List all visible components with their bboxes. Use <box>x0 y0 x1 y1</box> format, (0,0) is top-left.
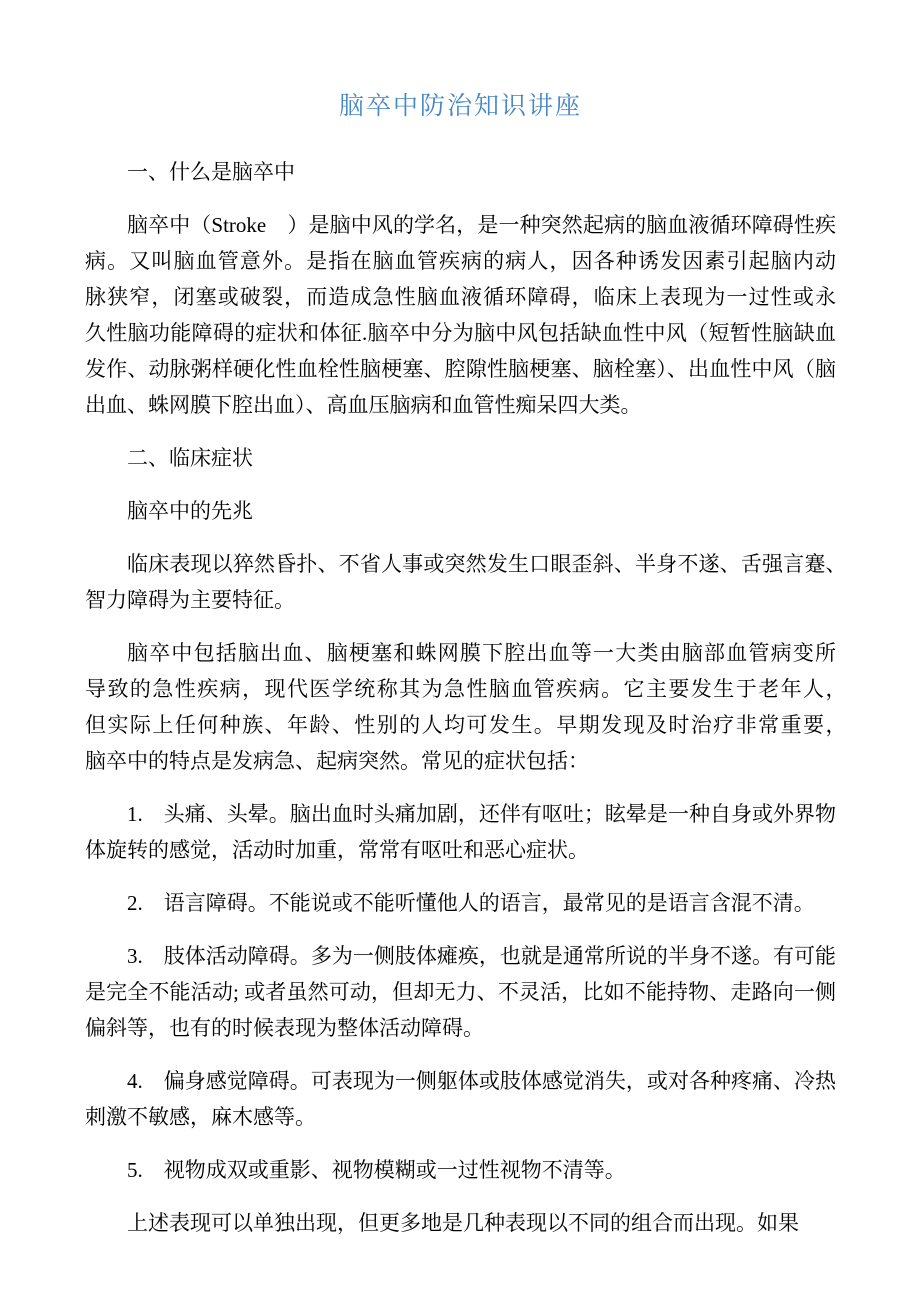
list-item-1-headache: 1. 头痛、头晕。脑出血时头痛加剧，还伴有呕吐；眩晕是一种自身或外界物体旋转的感觉，活动时加重，常常有呕吐和恶心症状。 <box>85 802 836 862</box>
section-heading-clinical-symptoms: 二、临床症状 <box>127 446 253 470</box>
paragraph-closing: 上述表现可以单独出现，但更多地是几种表现以不同的组合而出现。如果 <box>127 1211 799 1235</box>
document-title: 脑卒中防治知识讲座 <box>338 93 582 120</box>
paragraph-stroke-definition: 脑卒中（Stroke ）是脑中风的学名，是一种突然起病的脑血液循环障碍性疾 病。又叫脑血管意外。是指在脑血管疾病的病人，因各种诱发因素引起脑内动 脉狭窄，闭塞或破裂，而造成急性脑血液循环障碍，临床上表现为一过性或永 久性脑功能障碍的症状和体征.脑卒中分为脑中风包括缺血性中风（短暂性脑缺血发作、动脉粥样硬化性血栓性脑梗塞、腔隙性脑梗塞、脑栓塞）、出血性中风（脑出血、蛛网膜下腔出血）、高血压脑病和血管性痴呆四大类。 <box>85 213 857 417</box>
subheading-stroke-precursor: 脑卒中的先兆 <box>127 499 253 523</box>
list-item-5-vision-problems: 5. 视物成双或重影、视物模糊或一过性视物不清等。 <box>127 1158 626 1182</box>
list-item-2-language-disorder: 2. 语言障碍。不能说或不能听懂他人的语言，最常见的是语言含混不清。 <box>127 891 815 915</box>
list-item-3-limb-movement-disorder: 3. 肢体活动障碍。多为一侧肢体瘫痪，也就是通常所说的半身不遂。有可能是完全不能活动; 或者虽然可动，但却无力、不灵活，比如不能持物、走路向一侧偏斜等，也有的时候表现为整体活动障碍。 <box>85 944 836 1040</box>
paragraph-clinical-features: 临床表现以猝然昏扑、不省人事或突然发生口眼歪斜、半身不遂、舌强言蹇、 智力障碍为主要特征。 <box>85 552 857 612</box>
paragraph-stroke-overview: 脑卒中包括脑出血、脑梗塞和蛛网膜下腔出血等一大类由脑部血管病变所 导致的急性疾病，现代医学统称其为急性脑血管疾病。它主要发生于老年人， 但实际上任何种族、年龄、性别的人均可发生。早期发现及时治疗非常重要， 脑卒中的特点是发病急、起病突然。常见的症状包括： <box>85 641 878 773</box>
list-item-4-sensory-disorder: 4. 偏身感觉障碍。可表现为一侧躯体或肢体感觉消失，或对各种疼痛、冷热刺激不敏感，麻木感等。 <box>85 1069 836 1129</box>
section-heading-what-is-stroke: 一、什么是脑卒中 <box>127 160 295 184</box>
